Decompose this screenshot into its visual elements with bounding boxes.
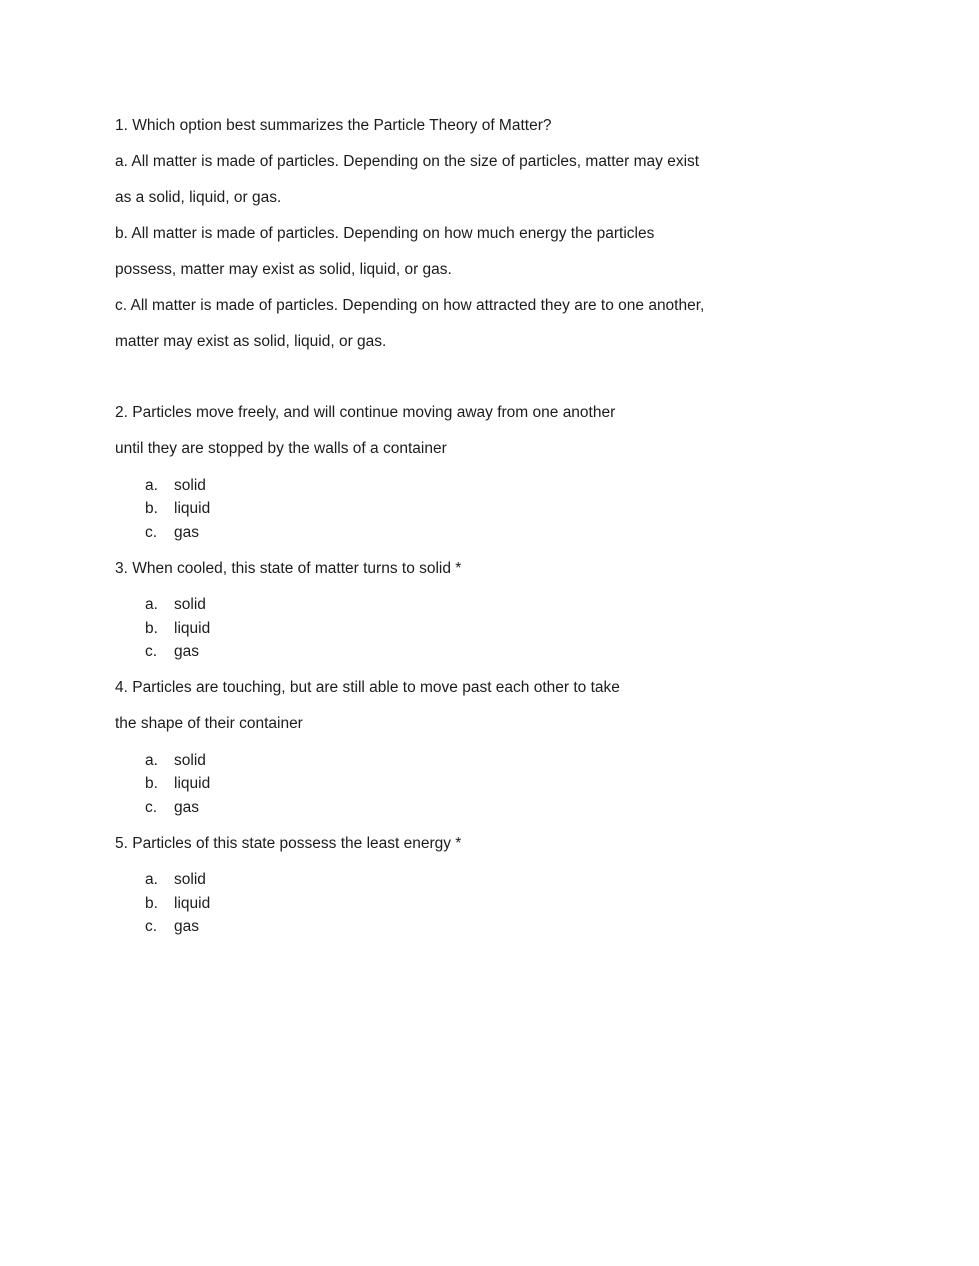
choice-marker: a. <box>145 871 158 888</box>
list-item <box>145 749 879 773</box>
question-3-choice-list <box>145 593 879 664</box>
list-item <box>145 521 879 545</box>
choice-label: gas <box>174 523 199 541</box>
list-item <box>145 772 879 796</box>
choice-marker: a. <box>145 476 158 494</box>
question-1-option-c-line-2: matter may exist as solid, liquid, or gas. <box>115 333 387 350</box>
choice-label: solid <box>174 476 206 494</box>
choice-label: gas <box>174 643 199 660</box>
list-item <box>145 617 879 641</box>
choice-marker: c. <box>145 798 158 816</box>
choice-marker: b. <box>145 500 158 517</box>
question-1-option-c-line-1: c. All matter is made of particles. Depending on how attracted they are to one another, <box>115 297 705 314</box>
question-1-option-a-line-1: a. All matter is made of particles. Depending on the size of particles, matter may exist <box>115 153 700 170</box>
choice-label: solid <box>174 751 206 769</box>
question-1-option-a-line-2: as a solid, liquid, or gas. <box>115 189 282 206</box>
list-item <box>145 593 879 617</box>
question-2-text-line-2: until they are stopped by the walls of a container <box>115 440 447 457</box>
choice-label: liquid <box>174 500 211 517</box>
question-5-text: 5. Particles of this state possess the least energy * <box>115 834 462 852</box>
choice-marker: c. <box>145 523 158 541</box>
question-2-choice-list <box>145 474 879 545</box>
choice-marker: c. <box>145 918 158 935</box>
choice-marker: b. <box>145 894 158 912</box>
list-item <box>145 796 879 820</box>
list-item <box>145 868 879 892</box>
list-item <box>145 892 879 916</box>
list-item <box>145 474 879 498</box>
choice-label: gas <box>174 918 199 935</box>
choice-label: liquid <box>174 775 211 792</box>
question-1-option-b-line-1: b. All matter is made of particles. Depending on how much energy the particles <box>115 225 655 242</box>
choice-label: liquid <box>174 894 211 912</box>
choice-label: solid <box>174 596 206 613</box>
question-4-choice-list <box>145 749 879 820</box>
list-item <box>145 497 879 521</box>
choice-label: gas <box>174 798 199 816</box>
choice-marker: b. <box>145 619 158 637</box>
choice-marker: a. <box>145 596 158 613</box>
blank-line <box>115 360 879 395</box>
list-item <box>145 640 879 664</box>
list-item <box>145 915 879 939</box>
question-1-text: 1. Which option best summarizes the Particle Theory of Matter? <box>115 117 552 134</box>
question-5-choice-list <box>145 868 879 939</box>
question-3-text: 3. When cooled, this state of matter turns to solid * <box>115 559 462 577</box>
question-4-text-line-2: the shape of their container <box>115 715 303 732</box>
question-1-option-b-line-2: possess, matter may exist as solid, liquid, or gas. <box>115 261 452 278</box>
choice-label: solid <box>174 871 206 888</box>
choice-label: liquid <box>174 619 211 637</box>
question-4-text-line-1: 4. Particles are touching, but are still able to move past each other to take <box>115 679 620 696</box>
choice-marker: a. <box>145 751 158 769</box>
choice-marker: b. <box>145 775 158 792</box>
choice-marker: c. <box>145 643 158 660</box>
question-2-text-line-1: 2. Particles move freely, and will continue moving away from one another <box>115 404 616 421</box>
